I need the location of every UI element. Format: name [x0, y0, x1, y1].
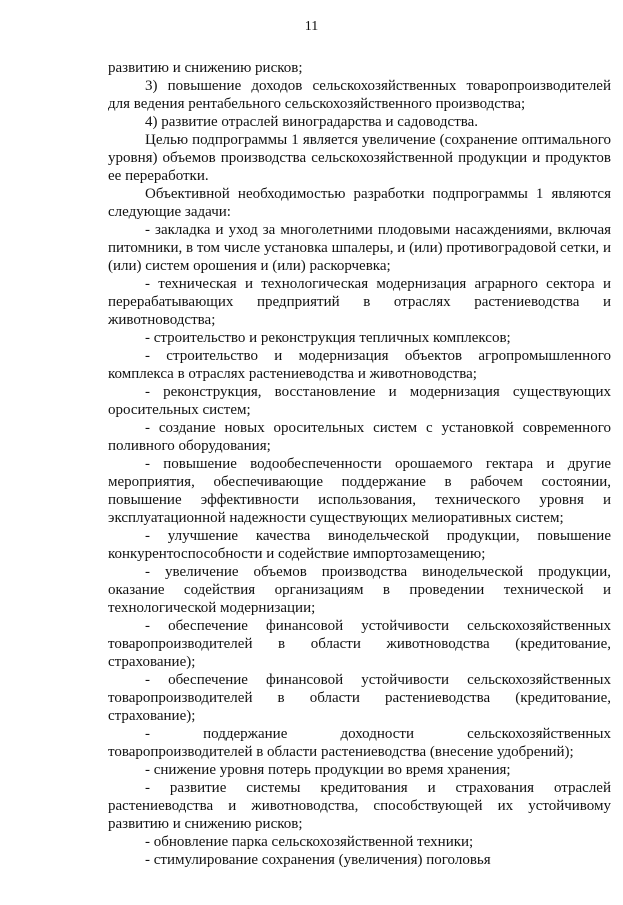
paragraph-tasks-intro: Объективной необходимостью разработки подпрограммы 1 являются следующие задачи: [108, 186, 611, 220]
task-item: - поддержание доходности сельскохозяйственных товаропроизводителей в области растениеводства (внесение удобрений); [108, 726, 611, 760]
task-item: - увеличение объемов производства винодельческой продукции, оказание содействия организациям в проведении технической и технологической модернизации; [108, 564, 611, 616]
task-item: - строительство и модернизация объектов агропромышленного комплекса в отраслях растениеводства и животноводства; [108, 348, 611, 382]
task-item: - снижение уровня потерь продукции во время хранения; [145, 762, 511, 778]
task-item: - развитие системы кредитования и страхования отраслей растениеводства и животноводства, способствующей их устойчивому развитию и снижению рисков; [108, 780, 611, 832]
task-item: - реконструкция, восстановление и модернизация существующих оросительных систем; [108, 384, 611, 418]
task-item: - улучшение качества винодельческой продукции, повышение конкурентоспособности и содействие импортозамещению; [108, 528, 611, 562]
task-item: - обеспечение финансовой устойчивости сельскохозяйственных товаропроизводителей в области животноводства (кредитование, страхование); [108, 618, 611, 670]
task-item: - обновление парка сельскохозяйственной техники; [145, 834, 474, 850]
paragraph-purpose: Целью подпрограммы 1 является увеличение (сохранение оптимального уровня) объемов производства сельскохозяйственной продукции и продуктов ее переработки. [108, 132, 611, 184]
task-item: - создание новых оросительных систем с установкой современного поливного оборудования; [108, 420, 611, 454]
task-item: - закладка и уход за многолетними плодовыми насаждениями, включая питомники, в том числе установка шпалеры, и (или) противоградовой сетки, и (или) систем орошения и (или) раскорчевка; [108, 222, 611, 274]
task-item: - строительство и реконструкция тепличных комплексов; [145, 330, 511, 346]
list-item-goal-4: 4) развитие отраслей виноградарства и садоводства. [145, 114, 479, 130]
task-item: - повышение водообеспеченности орошаемого гектара и другие мероприятия, обеспечивающие поддержание в рабочем состоянии, повышение эффективности использования, технического уровня и эксплуатационной надежности существующих мелиоративных систем; [108, 456, 611, 526]
page-number: 11 [304, 19, 319, 34]
task-item: - техническая и технологическая модернизация аграрного сектора и перерабатывающих предприятий в отраслях растениеводства и животноводства; [108, 276, 611, 328]
task-item: - стимулирование сохранения (увеличения) поголовья [145, 852, 491, 868]
list-item-goal-3: 3) повышение доходов сельскохозяйственных товаропроизводителей для ведения рентабельного сельскохозяйственного производства; [108, 78, 611, 112]
task-item: - обеспечение финансовой устойчивости сельскохозяйственных товаропроизводителей в области растениеводства (кредитование, страхование); [108, 672, 611, 724]
document-body [108, 59, 611, 869]
paragraph-continuation: развитию и снижению рисков; [108, 60, 303, 76]
